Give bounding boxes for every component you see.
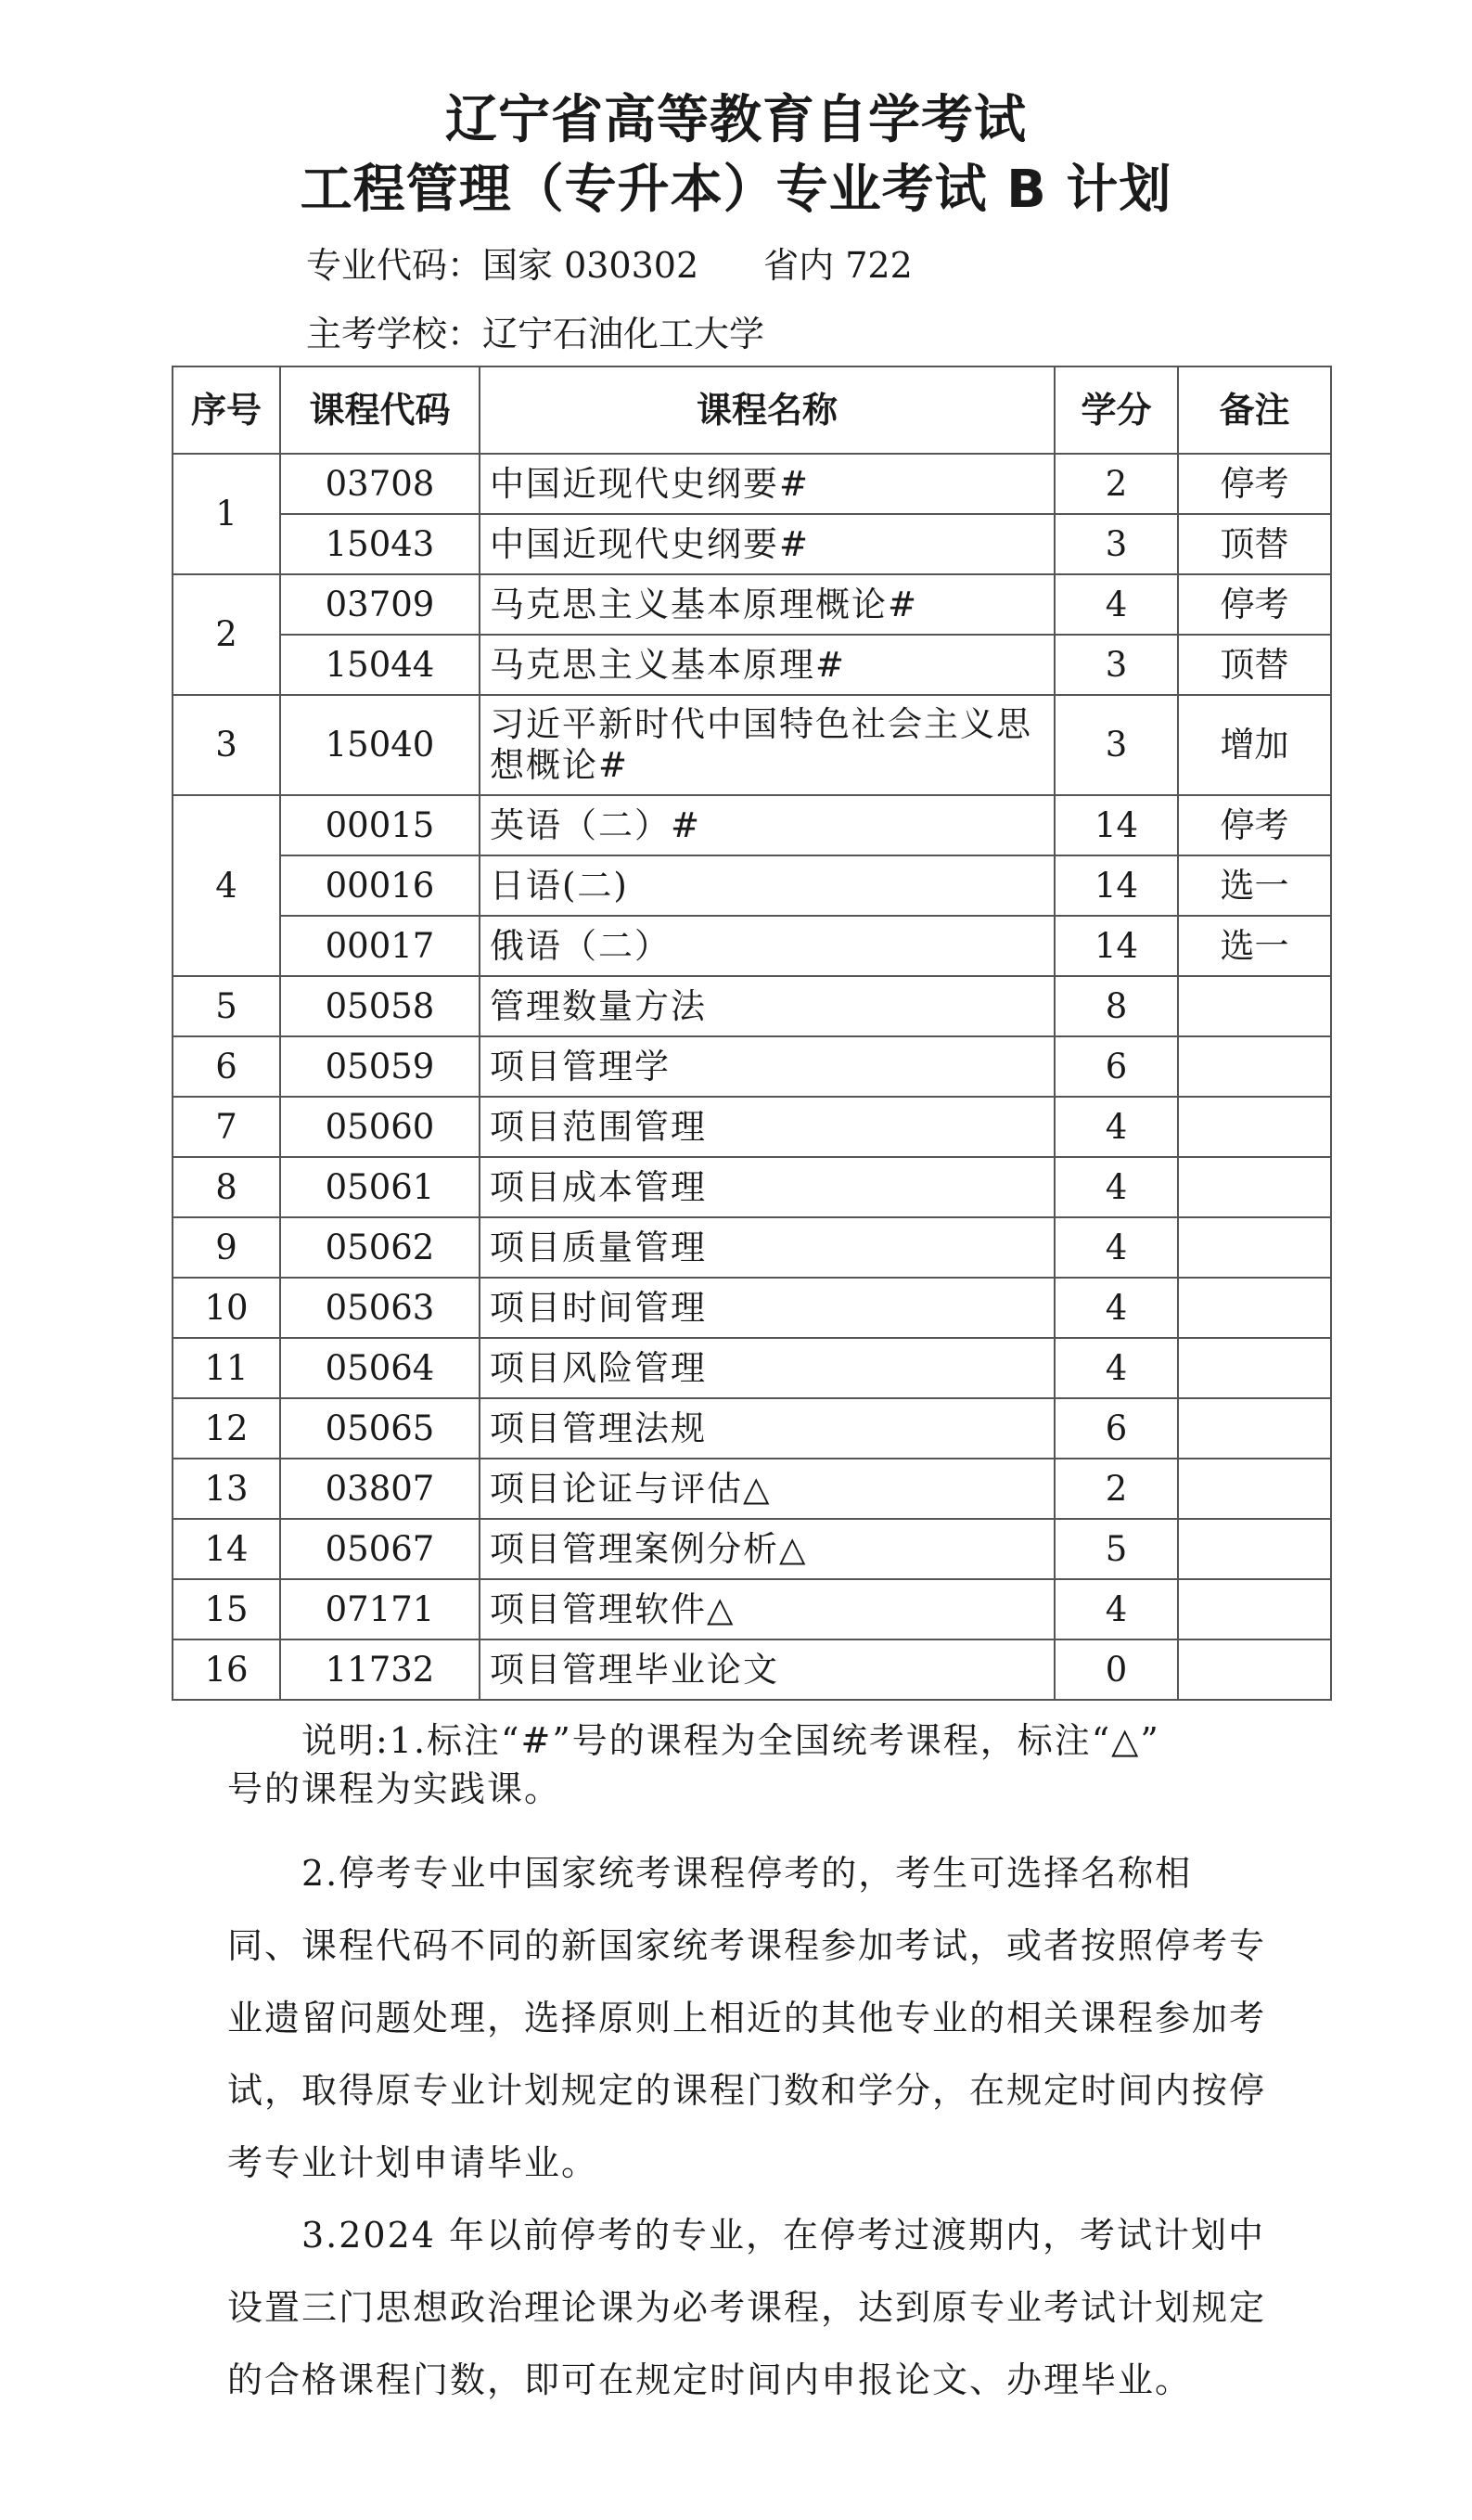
table-row	[173, 1157, 1331, 1217]
cell-name: 日语(二)	[480, 855, 1055, 916]
cell-note: 选一	[1178, 916, 1331, 976]
cell-name: 习近平新时代中国特色社会主义思想概论#	[480, 695, 1055, 795]
table-row	[173, 1639, 1331, 1700]
cell-credit: 4	[1055, 1217, 1178, 1278]
cell-note	[1178, 1338, 1331, 1398]
cell-seq: 1	[173, 454, 280, 574]
cell-note	[1178, 1157, 1331, 1217]
table-row	[173, 695, 1331, 795]
cell-code: 11732	[280, 1639, 480, 1700]
cell-seq: 6	[173, 1036, 280, 1097]
table-header-row	[173, 366, 1331, 454]
cell-name: 项目管理学	[480, 1036, 1055, 1097]
cell-credit: 3	[1055, 635, 1178, 695]
cell-name: 项目风险管理	[480, 1338, 1055, 1398]
cell-credit: 4	[1055, 1097, 1178, 1157]
cell-seq: 2	[173, 574, 280, 695]
table-row	[173, 1459, 1331, 1519]
cell-seq: 12	[173, 1398, 280, 1459]
table-row	[173, 454, 1331, 514]
cell-note: 顶替	[1178, 514, 1331, 574]
cell-note	[1178, 1639, 1331, 1700]
cell-credit: 4	[1055, 1579, 1178, 1639]
cell-credit: 3	[1055, 695, 1178, 795]
major-code: 专业代码：国家 030302	[306, 245, 699, 286]
cell-name: 中国近现代史纲要#	[480, 514, 1055, 574]
cell-note	[1178, 1398, 1331, 1459]
cell-seq: 3	[173, 695, 280, 795]
cell-credit: 4	[1055, 1157, 1178, 1217]
cell-credit: 14	[1055, 855, 1178, 916]
cell-name: 项目范围管理	[480, 1097, 1055, 1157]
cell-credit: 4	[1055, 1338, 1178, 1398]
cell-note	[1178, 1459, 1331, 1519]
cell-note: 停考	[1178, 574, 1331, 635]
cell-credit: 0	[1055, 1639, 1178, 1700]
cell-code: 03708	[280, 454, 480, 514]
cell-seq: 10	[173, 1278, 280, 1338]
table-row	[173, 1338, 1331, 1398]
cell-credit: 14	[1055, 916, 1178, 976]
cell-seq: 13	[173, 1459, 280, 1519]
cell-credit: 2	[1055, 454, 1178, 514]
header-code: 课程代码	[280, 366, 480, 454]
cell-name: 项目成本管理	[480, 1157, 1055, 1217]
cell-seq: 11	[173, 1338, 280, 1398]
course-table	[172, 366, 1332, 1701]
cell-name: 项目论证与评估△	[480, 1459, 1055, 1519]
table-row	[173, 1579, 1331, 1639]
cell-code: 00016	[280, 855, 480, 916]
cell-name: 中国近现代史纲要#	[480, 454, 1055, 514]
cell-seq: 5	[173, 976, 280, 1036]
cell-note	[1178, 1036, 1331, 1097]
cell-name: 项目管理软件△	[480, 1579, 1055, 1639]
cell-code: 05059	[280, 1036, 480, 1097]
cell-code: 05063	[280, 1278, 480, 1338]
major-code-line	[306, 243, 913, 288]
note-1	[227, 1716, 1266, 1813]
cell-code: 05065	[280, 1398, 480, 1459]
table-row	[173, 916, 1331, 976]
cell-credit: 14	[1055, 795, 1178, 855]
table-row	[173, 795, 1331, 855]
cell-name: 项目管理案例分析△	[480, 1519, 1055, 1579]
cell-credit: 2	[1055, 1459, 1178, 1519]
note-3	[227, 2199, 1266, 2416]
cell-seq: 9	[173, 1217, 280, 1278]
note-2	[227, 1837, 1266, 2199]
table-row	[173, 1519, 1331, 1579]
cell-seq: 16	[173, 1639, 280, 1700]
cell-name: 英语（二）#	[480, 795, 1055, 855]
table-body	[173, 454, 1331, 1700]
cell-note	[1178, 1278, 1331, 1338]
table-row	[173, 976, 1331, 1036]
table-row	[173, 1278, 1331, 1338]
cell-seq: 4	[173, 795, 280, 976]
cell-name: 项目质量管理	[480, 1217, 1055, 1278]
cell-code: 05064	[280, 1338, 480, 1398]
cell-code: 15044	[280, 635, 480, 695]
note-1-line-1: 说明:1.标注“#”号的课程为全国统考课程，标注“△”	[301, 1720, 1160, 1761]
cell-note: 停考	[1178, 454, 1331, 514]
cell-note: 增加	[1178, 695, 1331, 795]
cell-code: 05060	[280, 1097, 480, 1157]
note-1-line-2: 号的课程为实践课。	[227, 1768, 562, 1809]
cell-seq: 15	[173, 1579, 280, 1639]
table-row	[173, 514, 1331, 574]
cell-code: 03807	[280, 1459, 480, 1519]
header-note: 备注	[1178, 366, 1331, 454]
cell-note: 停考	[1178, 795, 1331, 855]
cell-note	[1178, 976, 1331, 1036]
cell-seq: 7	[173, 1097, 280, 1157]
cell-credit: 4	[1055, 1278, 1178, 1338]
page-title: 辽宁省高等教育自学考试	[445, 90, 1027, 150]
cell-code: 15043	[280, 514, 480, 574]
cell-name: 俄语（二）	[480, 916, 1055, 976]
table-row	[173, 574, 1331, 635]
cell-credit: 8	[1055, 976, 1178, 1036]
cell-seq: 8	[173, 1157, 280, 1217]
cell-code: 00017	[280, 916, 480, 976]
cell-note	[1178, 1097, 1331, 1157]
cell-name: 项目管理法规	[480, 1398, 1055, 1459]
cell-code: 05062	[280, 1217, 480, 1278]
cell-note	[1178, 1217, 1331, 1278]
table-row	[173, 1398, 1331, 1459]
table-row	[173, 1097, 1331, 1157]
cell-credit: 4	[1055, 574, 1178, 635]
cell-seq: 14	[173, 1519, 280, 1579]
cell-code: 15040	[280, 695, 480, 795]
header-name: 课程名称	[480, 366, 1055, 454]
cell-code: 05067	[280, 1519, 480, 1579]
school-line: 主考学校：辽宁石油化工大学	[306, 314, 765, 354]
cell-code: 05058	[280, 976, 480, 1036]
cell-note	[1178, 1579, 1331, 1639]
cell-note	[1178, 1519, 1331, 1579]
cell-credit: 5	[1055, 1519, 1178, 1579]
cell-name: 项目时间管理	[480, 1278, 1055, 1338]
cell-credit: 3	[1055, 514, 1178, 574]
table-row	[173, 1036, 1331, 1097]
table-row	[173, 1217, 1331, 1278]
cell-name: 马克思主义基本原理概论#	[480, 574, 1055, 635]
note-2-text: 2.停考专业中国家统考课程停考的，考生可选择名称相同、课程代码不同的新国家统考课程参加考试，或者按照停考专业遗留问题处理，选择原则上相近的其他专业的相关课程参加考试，取得原专业计划规定的课程门数和学分，在规定时间内按停考专业计划申请毕业。	[227, 1853, 1267, 2183]
cell-credit: 6	[1055, 1398, 1178, 1459]
cell-name: 马克思主义基本原理#	[480, 635, 1055, 695]
note-3-text: 3.2024 年以前停考的专业，在停考过渡期内，考试计划中设置三门思想政治理论课为必考课程，达到原专业考试计划规定的合格课程门数，即可在规定时间内申报论文、办理毕业。	[227, 2215, 1267, 2400]
header-credit: 学分	[1055, 366, 1178, 454]
cell-code: 03709	[280, 574, 480, 635]
cell-code: 07171	[280, 1579, 480, 1639]
header-seq: 序号	[173, 366, 280, 454]
table-row	[173, 635, 1331, 695]
table-row	[173, 855, 1331, 916]
cell-credit: 6	[1055, 1036, 1178, 1097]
cell-code: 00015	[280, 795, 480, 855]
cell-note: 顶替	[1178, 635, 1331, 695]
cell-name: 项目管理毕业论文	[480, 1639, 1055, 1700]
page-subtitle: 工程管理（专升本）专业考试 B 计划	[300, 160, 1172, 220]
province-code: 省内 722	[763, 245, 913, 286]
cell-name: 管理数量方法	[480, 976, 1055, 1036]
cell-note: 选一	[1178, 855, 1331, 916]
cell-code: 05061	[280, 1157, 480, 1217]
